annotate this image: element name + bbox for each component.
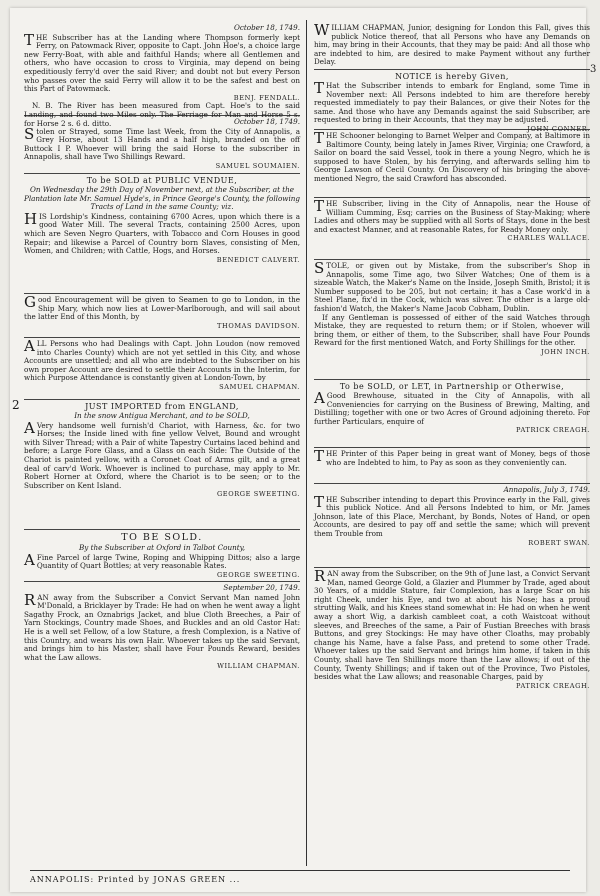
imprint-text: ANNAPOLIS: Printed by JONAS GREEN ... bbox=[30, 875, 241, 884]
ad-body: AGood Brewhouse, situated in the City of Annapolis, with all Conveniencies for carrying on the Business of Brewing, Malting, and Distilling; together with one or two Acres of Ground adjoining thereto. For further Particulars, enquire of bbox=[314, 389, 590, 426]
ad-signature: BENEDICT CALVERT. bbox=[216, 255, 300, 264]
ad-signature: PATRICK CREAGH. bbox=[516, 426, 590, 435]
ad-dateline: October 18, 1749. bbox=[233, 117, 300, 126]
ad-signature: PATRICK CREAGH. bbox=[516, 681, 590, 690]
ad-dateline: September 20, 1749. bbox=[223, 583, 300, 592]
ad-stay-making bbox=[314, 198, 590, 260]
ad-signature: GEORGE SWEETING. bbox=[216, 570, 300, 579]
margin-mark: 2 bbox=[12, 398, 20, 412]
ad-heading: TO BE SOLD. bbox=[121, 532, 203, 543]
ad-signature: SAMUEL CHAPMAN. bbox=[219, 382, 300, 391]
imprint-footer bbox=[30, 870, 570, 884]
ad-runaway-gold bbox=[314, 568, 590, 733]
right-column bbox=[314, 22, 590, 733]
ad-schooner bbox=[314, 130, 590, 198]
ad-body: Stolen or Strayed, some Time last Week, from the City of Annapolis, a Grey Horse, about 13 Hands and a half high, branded on the off Buttock I P. Whoever will bring the said Horse to the subscriber in Annapolis, shall have Two Shillings Reward. bbox=[24, 124, 300, 162]
ad-body: HIS Lordship's Kindness, containing 6700 Acres, upon which there is a good Water Mill. The several Tracts, containing 2500 Acres, upon which are Seven Negro Quarters, with Tobacco and Corn Houses in good Repair; and likewise a Parcel of Country born Slaves, consisting of Men, Women, and Children; with Cattle, Hogs, and Horses. bbox=[24, 209, 300, 256]
ad-heading: To be SOLD at PUBLIC VENDUE, bbox=[86, 176, 238, 185]
ad-subheading: In the snow Antigua Merchant, and to be SOLD, bbox=[74, 411, 250, 420]
ad-body: RAN away from the Subscriber a Convict Servant Man named John M'Donald, a Bricklayer by Trade: He had on when he went away a light Sagathy Frock, an Oznabrigs Jacket, and blue Cloth Breeches, a Pair of Yarn Stockings, Country made Shoes, and Buckles and an old Castor Hat: He is a well set Fellow, of a low Stature, a fresh Complexion, is a Native of this Country, and wears his own Hair. Whoever takes up the said Servant, and brings him to his Master, shall have Four Pounds Reward, besides what the Law allows. bbox=[24, 590, 300, 662]
ad-signature: GEORGE SWEETING. bbox=[216, 490, 300, 499]
ad-signature: CHARLES WALLACE. bbox=[507, 234, 590, 243]
ad-body: Good Encouragement will be given to Seamen to go to London, in the Ship Mary, which now lies at Lower-Marlborough, and will sail about the latter End of this Month, by bbox=[24, 293, 300, 322]
ad-body: RAN away from the Subscriber, on the 9th of June last, a Convict Servant Man, named George Gold, a Glazier and Plummer by Trade, aged about 30 Years, of a middle Stature, fair Complexion, has a large Scar on his right Cheek, under his Eye, and two at about his Nose; has a proud strutting Walk, and his Knees stand somewhat in: He had on when he went away a short Wig, a darkish cambleet coat, a coth Waistcoat without sleeves, and Breeches of the same, a Pair of Fustian Breeches with brass Buttons, and grey Stockings: He may have other Cloaths, may probably change his Name, have a false Pass, and pretend to some other Trade. Whoever takes up the said Servant and brings him home, if taken in this County, shall have Ten Shillings more than the Law allows; if out of the County, Twenty Shillings; and if taken out of the Province, Two Pistoles, besides what the Law allows; and reasonable Charges, paid by bbox=[314, 567, 590, 682]
ad-heading: JUST IMPORTED from ENGLAND, bbox=[85, 402, 239, 411]
ad-body: WILLIAM CHAPMAN, Junior, designing for London this Fall, gives this publick Notice thereof, that all Persons who have any Demands on him, may bring in their Accounts, that they may be paid: And all those who are indebted to him, are desired to make Payment without any further Delay. bbox=[314, 21, 590, 67]
ad-chariot bbox=[24, 400, 300, 530]
ad-body: AFine Parcel of large Twine, Roping and Whipping Dittos; also a large Quantity of Quart Bottles; at very reasonable Rates. bbox=[24, 550, 300, 571]
ad-subheading: By the Subscriber at Oxford in Talbot County, bbox=[78, 543, 246, 552]
ad-body: THE Subscriber intending to depart this Province early in the Fall, gives this publick Notice. And all Persons Indebted to him, or Mr. James Johnson, late of this Place, Merchant, by Bonds, Notes of Hand, or open Accounts, are desired to pay off and settle the same; which will prevent them Trouble from bbox=[314, 492, 590, 538]
ad-brewhouse bbox=[314, 380, 590, 448]
left-column bbox=[24, 22, 300, 701]
ad-signature: THOMAS DAVIDSON. bbox=[216, 321, 300, 330]
ad-twine bbox=[24, 530, 300, 582]
ad-signature: JOHN INCH. bbox=[541, 347, 590, 356]
ad-ferry bbox=[24, 22, 300, 128]
ad-heading: To be SOLD, or LET, in Partnership or Otherwise, bbox=[339, 382, 565, 391]
ad-note: N. B. The River has been measured from Capt. Hoe's to the said Landing, and found two Miles only. The Ferriage for Man and Horse 5 s. for Horse 2 s. 6 d. ditto. bbox=[24, 101, 300, 128]
ad-body: THE Schooner belonging to Barnet Welper and Company, at Baltimore in Baltimore County, being lately in James River, Virginia; one Crawford, a Sailor on board the said Vessel, took in there a young Negro, which he is supposed to have Stolen, by his ferrying, and afterwards selling him to George Lawson of Cecil County. On Discovery of his bringing the above-mentioned Negro, the said Crawford has absconded. bbox=[314, 129, 590, 183]
ad-dealings bbox=[24, 338, 300, 400]
ad-dateline: October 18, 1749. bbox=[233, 23, 300, 32]
ad-printer bbox=[314, 448, 590, 484]
ad-body: ALL Persons who had Dealings with Capt. John Loudon (now removed into Charles County) which are not yet settled in this City, and whose Accounts are unsettled; and all who are indebted to the Subscriber on his own proper Account are desired to settle their Accounts in the Interim, for which Purpose Attendance is constantly given at London-Town, by bbox=[24, 337, 300, 383]
ad-signature: ROBERT SWAN. bbox=[528, 538, 590, 547]
ad-subheading: On Wednesday the 29th Day of November next, at the Subscriber, at the Plantation late Mr. Samuel Hyde's, in Prince George's County, the following Tracts of Land in the same County; viz. bbox=[24, 185, 300, 212]
ad-body: AVery handsome well furnish'd Chariot, with Harness, &c. for two Horses; the Inside lined with fine yellow Velvet, Bound and wrought with Silver Thread; with a Pair of white Tapestry Curtains laced behind and before; a Large Fore Glass, and a Glass on each Side: The Outside of the Chariot is painted yellow, with a Coronet Coat of Arms gilt, and a great deal of carv'd Work. Whoever is inclined to purchase, may apply to Mr. Robert Horner at Oxford, where the Chariot is to be seen; or to the Subscriber on Kent Island. bbox=[24, 418, 300, 490]
newspaper-page bbox=[10, 8, 597, 892]
margin-mark-right: 3 bbox=[590, 64, 597, 75]
ad-body: THE Subscriber, living in the City of Annapolis, near the House of William Cumming, Esq; carries on the Business of Stay-Making; where Ladies and others may be supplied with all Sorts of Stays, done in the best and exactest Manner, and at reasonable Rates, for Ready Money only. bbox=[314, 197, 590, 234]
ad-chapman-jr bbox=[314, 22, 590, 70]
ad-body: STOLE, or given out by Mistake, from the subscriber's Shop in Annapolis, some Time ago, two Silver Watches; One of them is a sizeable Watch, the Maker's Name on the Inside, Joseph Smith, Bristol; it is Number supposed to be 205, but not certain; it has a Case work'd in a Steel Plane, fix'd in the Cock, which was silver. The other is a large old-fashion'd Watch, the Maker's Name Jacob Cobham, Dublin. bbox=[314, 259, 590, 313]
ad-runaway-mdonald bbox=[24, 582, 300, 701]
ad-signature: WILLIAM CHAPMAN. bbox=[217, 662, 300, 671]
ad-notice-conner bbox=[314, 70, 590, 133]
ad-watches bbox=[314, 260, 590, 380]
ad-public-vendue bbox=[24, 174, 300, 294]
ad-body: THat the Subscriber intends to embark for England, some Time in November next: All Persons indebted to him are therefore hereby requested immediately to pay their Balances, or give their Notes for the same. And those who have any Demands against the said Subscriber, are requested to bring in their Accounts, that they may be adjusted. bbox=[314, 79, 590, 125]
ad-seamen bbox=[24, 294, 300, 338]
ad-heading: NOTICE is hereby Given, bbox=[395, 72, 509, 81]
ad-signature: SAMUEL SOUMAIEN. bbox=[215, 161, 300, 170]
ad-signature: JOHN CONNER. bbox=[527, 124, 590, 133]
ad-body: THE Subscriber has at the Landing where Thompson formerly kept Ferry, on Patowmack River, opposite to Capt. John Hoe's, a choice large new Ferry-Boat, with able and faithful Hands; where all Gentlemen and others, who have occasion to cross to Virginia, may depend on being expeditiously ferry'd over the said River; and doubt not but every Person who passes over the said Ferry will allow it to be the safest and best on this Part of Patowmack. bbox=[24, 30, 300, 94]
ad-swan bbox=[314, 484, 590, 568]
ad-signature: BENJ. FENDALL. bbox=[233, 93, 300, 102]
ad-dateline: Annapolis, July 3, 1749. bbox=[503, 485, 590, 494]
column-divider bbox=[306, 20, 307, 866]
ad-note: If any Gentleman is possessed of either of the said Watches through Mistake, they are requested to return them; or if Stolen, whoever will bring them, or either of them, to the Subscriber, shall have Four Pounds Reward for the first mentioned Watch, and Forty Shillings for the other. bbox=[314, 312, 590, 348]
ad-body: THE Printer of this Paper being in great want of Money, begs of those who are Indebted to him, to Pay as soon as they conveniently can. bbox=[314, 447, 590, 467]
